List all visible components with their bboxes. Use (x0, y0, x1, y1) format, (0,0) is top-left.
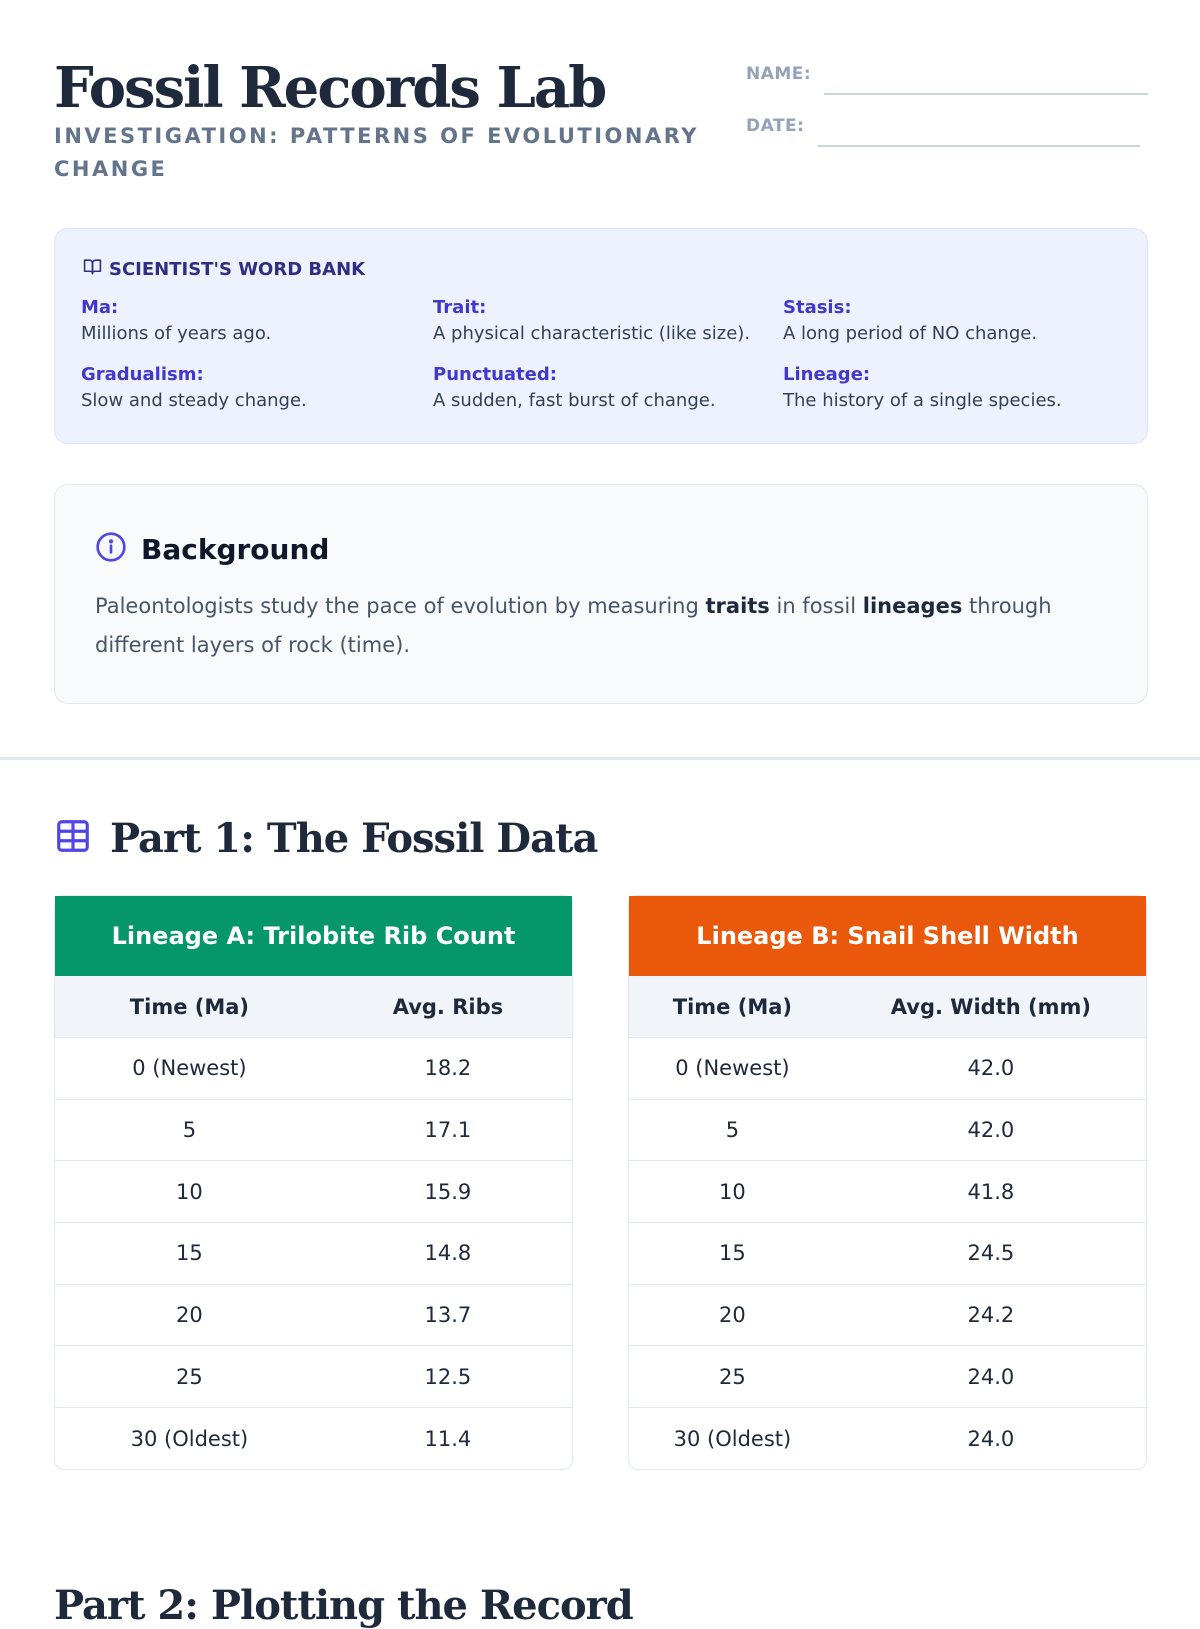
column-header: Avg. Ribs (392, 994, 504, 1019)
lineage-b-table (628, 895, 1147, 1470)
name-line[interactable] (824, 93, 1148, 95)
time-cell: 25 (719, 1364, 746, 1389)
name-label: NAME: (746, 64, 812, 84)
background-text-part: in fossil (769, 594, 863, 618)
table-header-row (55, 976, 572, 1038)
book-icon (83, 257, 102, 281)
part1-title: Part 1: The Fossil Data (110, 815, 598, 862)
time-cell: 15 (719, 1241, 746, 1266)
value-cell: 42.0 (967, 1056, 1015, 1081)
time-cell: 10 (719, 1179, 746, 1204)
time-cell: 10 (176, 1179, 203, 1204)
column-header: Avg. Width (mm) (890, 994, 1091, 1019)
term-lineage (783, 362, 1128, 414)
table-row (55, 1038, 572, 1100)
section-divider (0, 757, 1200, 760)
column-header: Time (Ma) (672, 994, 793, 1019)
term-trait (433, 295, 778, 347)
time-cell: 20 (176, 1303, 203, 1328)
value-cell: 13.7 (424, 1303, 472, 1328)
term-label: Punctuated: (433, 364, 557, 385)
page-title: Fossil Records Lab (54, 55, 606, 121)
table-title: Lineage A: Trilobite Rib Count (55, 896, 572, 976)
time-cell: 5 (725, 1118, 740, 1143)
value-cell: 42.0 (967, 1118, 1015, 1143)
table-title: Lineage B: Snail Shell Width (629, 896, 1146, 976)
term-label: Lineage: (783, 364, 871, 385)
table-row (629, 1038, 1146, 1100)
part1-heading (54, 815, 597, 862)
worksheet-header (54, 56, 1148, 186)
term-stasis (783, 295, 1128, 347)
value-cell: 14.8 (424, 1241, 472, 1266)
table-row (55, 1100, 572, 1162)
name-field[interactable] (746, 58, 1148, 98)
term-gradualism (81, 362, 426, 414)
table-row (629, 1223, 1146, 1285)
table-row (55, 1223, 572, 1285)
table-row (55, 1346, 572, 1408)
value-cell: 11.4 (424, 1426, 472, 1451)
background-title: Background (141, 533, 330, 566)
time-cell: 30 (Oldest) (130, 1426, 249, 1451)
info-icon (95, 531, 127, 568)
table-row (629, 1100, 1146, 1162)
time-cell: 5 (182, 1118, 197, 1143)
value-cell: 41.8 (967, 1179, 1015, 1204)
term-definition: A physical characteristic (like size). (433, 323, 751, 344)
time-cell: 30 (Oldest) (673, 1426, 792, 1451)
value-cell: 17.1 (424, 1118, 472, 1143)
term-definition: Slow and steady change. (81, 390, 307, 411)
keyword-traits: traits (705, 594, 770, 618)
table-header-row (629, 976, 1146, 1038)
table-icon (54, 817, 92, 860)
word-bank (54, 228, 1148, 444)
term-label: Stasis: (783, 297, 852, 318)
time-cell: 15 (176, 1241, 203, 1266)
table-row (629, 1161, 1146, 1223)
value-cell: 24.5 (967, 1241, 1015, 1266)
value-cell: 15.9 (424, 1179, 472, 1204)
term-ma (81, 295, 426, 347)
table-row (55, 1285, 572, 1347)
background-text (95, 587, 1105, 665)
table-row (629, 1285, 1146, 1347)
background-text-part: Paleontologists study the pace of evolution by measuring (95, 594, 706, 618)
background-text-part: through different layers of rock (time). (95, 594, 1052, 657)
value-cell: 12.5 (424, 1364, 472, 1389)
background-heading (95, 531, 329, 568)
term-punctuated (433, 362, 778, 414)
term-definition: The history of a single species. (783, 390, 1062, 411)
part2-title: Part 2: Plotting the Record (54, 1582, 633, 1629)
table-row (55, 1161, 572, 1223)
lineage-a-table (54, 895, 573, 1470)
value-cell: 18.2 (424, 1056, 472, 1081)
time-cell: 20 (719, 1303, 746, 1328)
keyword-lineages: lineages (862, 594, 963, 618)
column-header: Time (Ma) (129, 994, 250, 1019)
value-cell: 24.0 (967, 1426, 1015, 1451)
date-line[interactable] (818, 145, 1140, 147)
word-bank-heading (83, 257, 365, 281)
term-definition: A sudden, fast burst of change. (433, 390, 716, 411)
term-label: Gradualism: (81, 364, 204, 385)
page-subtitle: INVESTIGATION: PATTERNS OF EVOLUTIONARY CHANGE (54, 124, 699, 181)
table-row (629, 1346, 1146, 1408)
term-label: Trait: (433, 297, 487, 318)
table-row (55, 1408, 572, 1470)
time-cell: 0 (Newest) (675, 1056, 790, 1081)
value-cell: 24.2 (967, 1303, 1015, 1328)
term-definition: A long period of NO change. (783, 323, 1038, 344)
term-label: Ma: (81, 297, 119, 318)
term-definition: Millions of years ago. (81, 323, 272, 344)
date-field[interactable] (746, 110, 1148, 150)
date-label: DATE: (746, 116, 805, 136)
time-cell: 25 (176, 1364, 203, 1389)
background-card (54, 484, 1148, 704)
value-cell: 24.0 (967, 1364, 1015, 1389)
time-cell: 0 (Newest) (132, 1056, 247, 1081)
word-bank-title: SCIENTIST'S WORD BANK (109, 258, 366, 280)
table-row (629, 1408, 1146, 1470)
